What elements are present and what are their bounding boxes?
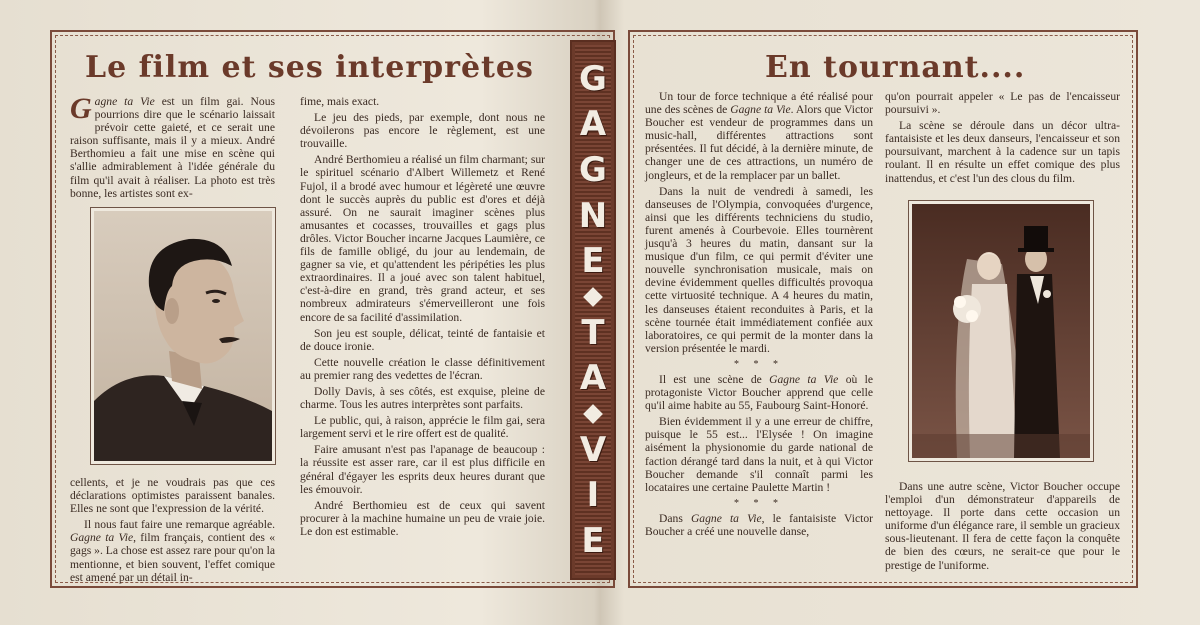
banner-letter: V [579, 429, 607, 470]
right-column-2-top [885, 90, 1120, 188]
right-page-title: En tournant.... [765, 50, 1026, 85]
paragraph: cellents, et je ne voudrais pas que ces déclarations optimistes paraissent banales. Elles ne sont que l'expression de la vérité. [70, 476, 275, 516]
banner-letter: I [586, 475, 600, 516]
portrait-image [94, 211, 272, 461]
paragraph: Son jeu est souple, délicat, teinté de fantaisie et de douce ironie. [300, 326, 545, 353]
paragraph: Dolly Davis, à ses côtés, est exquise, pleine de charme. Tous les autres interprètes sont parfaits. [300, 384, 545, 412]
banner-letter: N [578, 195, 608, 236]
paragraph: Un tour de force technique a été réalisé pour une des scènes de Gagne ta Vie. Alors que Victor Boucher est vendeur de programmes dans un music-hall, différentes attractions sont présentées. Il fut décidé, à la dernière minute, de changer une de ces attractions, un numéro de jongleurs, et de la remplacer par un ballet. [645, 90, 873, 182]
paragraph: La scène se déroule dans un décor ultra-fantaisiste et les deux danseurs, l'encaisseur et son poursuivant, marchent à la cadence sur un tapis roulant. Il en résulte un effet comique des plus inattendus, et c'est l'un des clous du film. [885, 119, 1120, 185]
paragraph: Cette nouvelle création le classe définitivement au premier rang des vedettes de l'écran. [300, 355, 545, 382]
banner-letter: G [579, 58, 607, 99]
paragraph: Le jeu des pieds, par exemple, dont nous ne dévoilerons pas encore le règlement, est une trouvaille. [300, 111, 545, 151]
paragraph: Bien évidemment il y a une erreur de chiffre, puisque le 55 est... l'Elysée ! On imagine aisément la physionomie du garde national de faction dérangé tard dans la nuit, et à qui Victor Boucher demande s'il connaît parmi les locataires une certaine Paulette Martin ! [645, 415, 873, 494]
banner-letter: E [581, 521, 605, 562]
paragraph: Il est une scène de Gagne ta Vie où le protagoniste Victor Boucher apprend que celle qu'il aime habite au 55, Faubourg Saint-Honoré. [645, 372, 873, 413]
right-column-1 [645, 90, 873, 541]
left-column-2 [300, 95, 545, 541]
wedding-scene-photo [908, 200, 1094, 462]
title-banner [570, 40, 616, 580]
right-column-2-bottom [885, 480, 1120, 575]
paragraph: Le public, qui, à raison, apprécie le film gai, sera largement servi et le rire offert est de qualité. [300, 414, 545, 441]
banner-letter: A [579, 104, 607, 145]
wedding-image [912, 204, 1090, 458]
paragraph: André Berthomieu a réalisé un film charmant; sur le spirituel scénario d'Albert Willemetz et René Fujol, il a brodé avec humour et légèreté une œuvre dont le succès auprès du public est d'ores et déjà assuré. On ne saurait imaginer scènes plus amusantes et cocasses, trouvailles et gags plus drôles. Victor Boucher incarne Jacques Laumière, ce fils de famille obligé, du jour au lendemain, de gagner sa vie, et qu'attendent les péripéties les plus extraordinaires. Il a joué avec son talent habituel, c'est-à-dire en grand, très grand acteur, et ses nombreux admirateurs s'émerveilleront une fois encore de sa facilité d'assimilation. [300, 153, 545, 324]
banner-letter: G [579, 150, 607, 191]
dropcap-letter: G [70, 92, 92, 125]
section-separator: * * * [734, 497, 784, 509]
banner-letters [572, 42, 614, 578]
paragraph: fime, mais exact. [300, 95, 380, 108]
banner-letter: A [579, 358, 607, 399]
section-separator: * * * [734, 358, 784, 370]
portrait-photo-victor-boucher [90, 207, 276, 465]
paragraph: André Berthomieu est de ceux qui savent procurer à la machine humaine un peu de vraie joie. Le don est estimable. [300, 498, 545, 538]
left-page-title: Le film et ses interprètes [85, 50, 534, 85]
diamond-ornament-icon [583, 404, 603, 424]
left-column-1-top [70, 92, 275, 203]
left-column-1-bottom [70, 476, 275, 587]
paragraph: Faire amusant n'est pas l'apanage de beaucoup : la réussite est asser rare, car il est plus difficile en général d'égayer les esprits deux heures durant que les émouvoir. [300, 443, 545, 496]
paragraph: Dans la nuit de vendredi à samedi, les danseuses de l'Olympia, convoquées d'urgence, ainsi que les différents techniciens du studio, furent amenés à Courbevoie. Elles tournèrent jusqu'à 3 heures du matin, dansant sur la musique d'un film, ce qui permit d'éviter une nouvelle synchronisation musicale, mais on devine évidemment quelles difficultés provoqua cette virtuosité technique. A 4 heures du matin, les danseuses étaient reconduites à Paris, et la scène tournée était immédiatement confiée aux laboratoires, ce qui permit de la monter dans la version présentée le mardi. [645, 184, 873, 355]
paragraph: Il nous faut faire une remarque agréable. Gagne ta Vie, film français, contient des « gags ». La chose est assez rare pour qu'on la mentionne, et bien souvent, l'effet comique est amené par un détail in- [70, 518, 275, 584]
paragraph: Dans une autre scène, Victor Boucher occupe l'emploi d'un démonstrateur d'appareils de nettoyage. Il porte dans cette occasion un uniforme d'un élégance rare, il semble un gracieux sous-lieutenant. Il fera de cette façon la conquête de bien des cœurs, ne serait-ce que pour le prestige de l'uniforme. [885, 480, 1120, 572]
paragraph: Dans Gagne ta Vie, le fantaisiste Victor Boucher a créé une nouvelle danse, [645, 511, 873, 538]
diamond-ornament-icon [583, 287, 603, 307]
paragraph: qu'on pourrait appeler « Le pas de l'encaisseur poursuivi ». [885, 90, 1120, 117]
banner-letter: E [581, 241, 605, 282]
banner-letter: T [581, 312, 605, 353]
intro-paragraph: Gagne ta Vie est un film gai. Nous pourrions dire que le scénario laissait prévoir cette gaieté, et ce serait une raison suffisante, mais il y a mieux. André Berthomieu a fait une mise en scène qui s'allie admirablement à l'idée générale du film qu'il avait à réaliser. La photo est très bonne, les artistes sont ex- [70, 92, 275, 200]
